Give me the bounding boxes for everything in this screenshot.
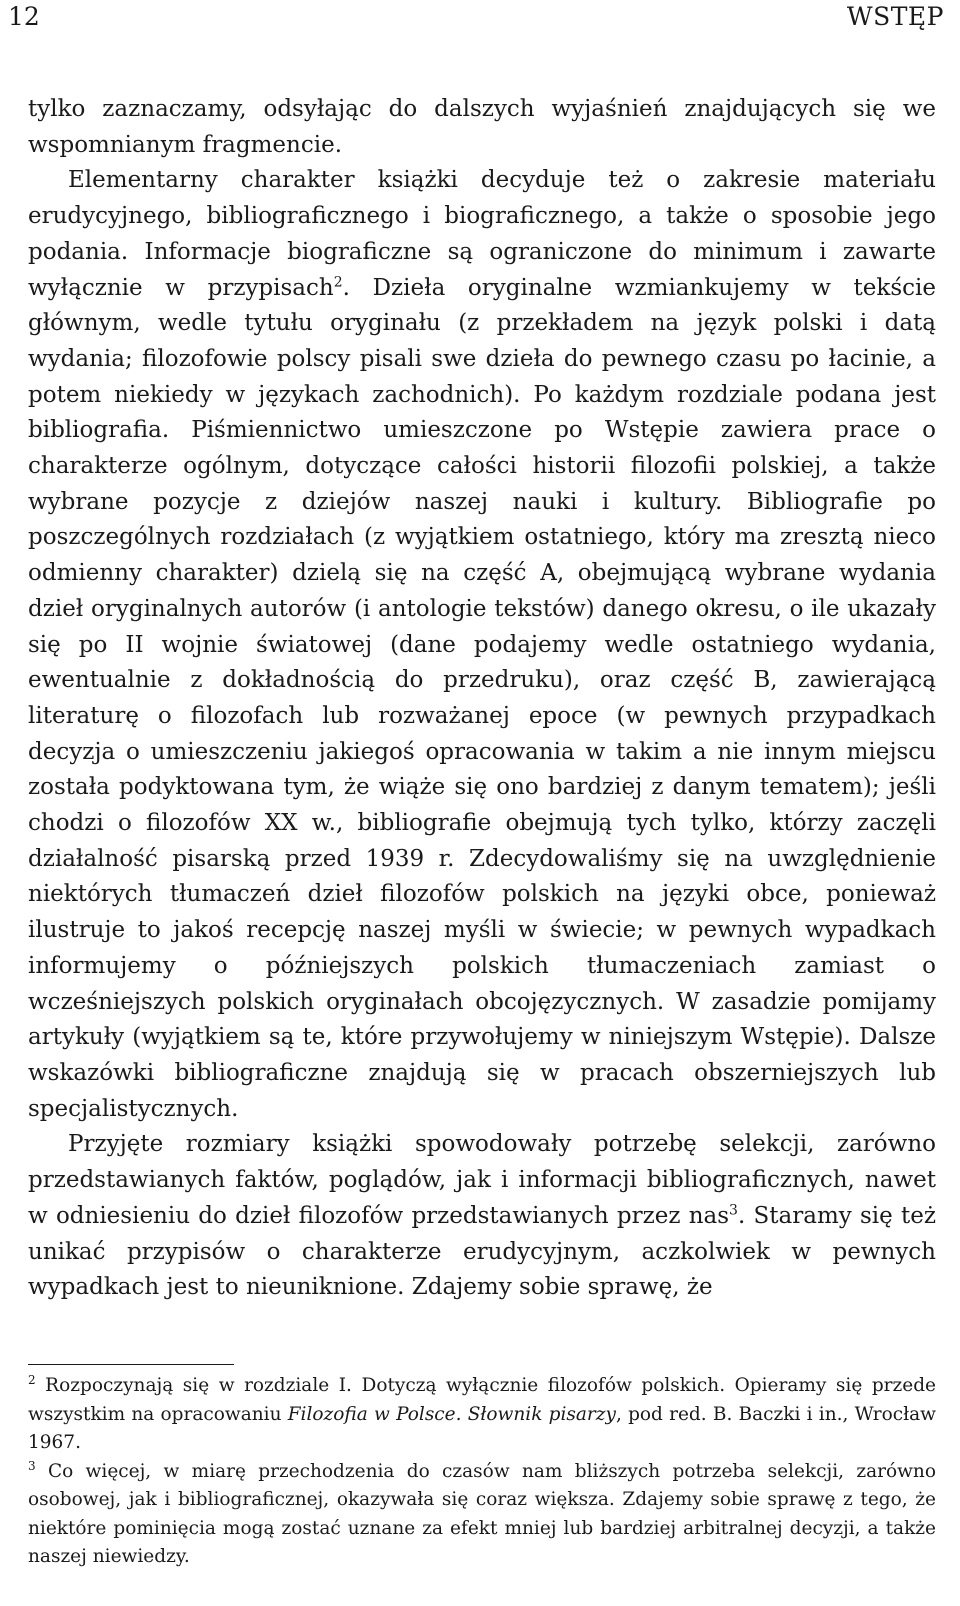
paragraph-3	[28, 1127, 936, 1306]
paragraph-3-text-a: Przyjęte rozmiary książki spowodowały potrzebę selekcji, zarówno przedstawianych faktów, poglądów, jak i informacji bibliograficznych, nawet w odniesieniu do dzieł filozofów przedstawianych przez nas	[28, 1131, 936, 1229]
footnote-ref-2[interactable]: 2	[333, 273, 343, 290]
footnote-3-mark: 3	[28, 1458, 36, 1473]
running-head: WSTĘP	[846, 2, 944, 31]
footnote-ref-3[interactable]: 3	[729, 1202, 738, 1219]
paragraph-2-text-a: Elementarny charakter książki decyduje też o zakresie materiału erudycyjnego, bibliograficznego i biograficznego, a także o sposobie jego podania. Informacje biograficzne są ograniczone do minimum i zawarte wyłącznie w przypisach	[28, 167, 936, 301]
footnote-separator	[28, 1364, 234, 1365]
footnote-3-text: Co więcej, w miarę przechodzenia do czasów nam bliższych potrzeba selekcji, zarówno osobowej, jak i bibliograficznej, okazywała się coraz większa. Zdajemy sobie sprawę z tego, że niektóre pominięcia mogą zostać uznane za efekt mniej lub bardziej arbitralnej decyzji, a także naszej niewiedzy.	[28, 1460, 936, 1567]
main-text	[28, 92, 936, 1306]
footnote-2	[28, 1372, 936, 1458]
footnote-3	[28, 1458, 936, 1572]
footnotes	[28, 1372, 936, 1572]
paragraph-1	[28, 92, 936, 163]
footnote-2-text-a: Rozpoczynają się w rozdziale I. Dotyczą wyłącznie filozofów polskich. Opieramy się przede wszystkim na opracowaniu	[28, 1375, 936, 1425]
paragraph-1-text: tylko zaznaczamy, odsyłając do dalszych wyjaśnień znajdujących się we wspomnianym fragmencie.	[28, 96, 936, 158]
paragraph-3-text-b: . Staramy się też unikać przypisów o charakterze erudycyjnym, aczkolwiek w pewnych wypadkach jest to nieuniknione. Zdajemy sobie sprawę, że	[28, 1202, 937, 1301]
paragraph-2-text-b: . Dzieła oryginalne wzmiankujemy w tekście głównym, wedle tytułu oryginału (z przekładem na język polski i datą wydania; filozofowie polscy pisali swe dzieła do pewnego czasu po łacinie, a potem niekiedy w językach zachodnich). Po każdym rozdziale podana jest bibliografia. Piśmiennictwo umieszczone po Wstępie zawiera prace o charakterze ogólnym, dotyczące całości historii filozofii polskiej, a także wybrane pozycje z dziejów naszej nauki i kultury. Bibliografie po poszczególnych rozdziałach (z wyjątkiem ostatniego, który ma zresztą nieco odmienny charakter) dzielą się na część A, obejmującą wybrane wydania dzieł oryginalnych autorów (i antologie tekstów) danego okresu, o ile ukazały się po II wojnie światowej (dane podajemy wedle ostatniego wydania, ewentualnie z dokładnością do przedruku), oraz część B, zawierającą literaturę o filozofach lub rozważanej epoce (w pewnych przypadkach decyzja o umieszczeniu jakiegoś opracowania w takim a nie innym miejscu została podyktowana tym, że wiąże się ono bardziej z danym tematem); jeśli chodzi o filozofów XX w., bibliografie obejmują tych tylko, którzy zaczęli działalność pisarską przed 1939 r. Zdecydowaliśmy się na uwzględnienie niektórych tłumaczeń dzieł filozofów polskich na języki obce, ponieważ ilustruje to jakoś recepcję naszej myśli w świecie; w pewnych wypadkach informujemy o późniejszych polskich tłumaczeniach zamiast o wcześniejszych polskich oryginałach obcojęzycznych. W zasadzie pomijamy artykuły (wyjątkiem są te, które przywołujemy w niniejszym Wstępie). Dalsze wskazówki bibliograficzne znajdują się w pracach obszerniejszych lub specjalistycznych.	[28, 274, 936, 1122]
paragraph-2	[28, 163, 936, 1127]
footnote-2-mark: 2	[28, 1372, 36, 1387]
footnote-2-title: Filozofia w Polsce. Słownik pisarzy	[287, 1403, 616, 1425]
page-header	[0, 0, 960, 40]
footnote-2-text-b: , pod red. B. Baczki i in., Wrocław 1967.	[28, 1403, 936, 1453]
page-number: 12	[8, 2, 40, 31]
